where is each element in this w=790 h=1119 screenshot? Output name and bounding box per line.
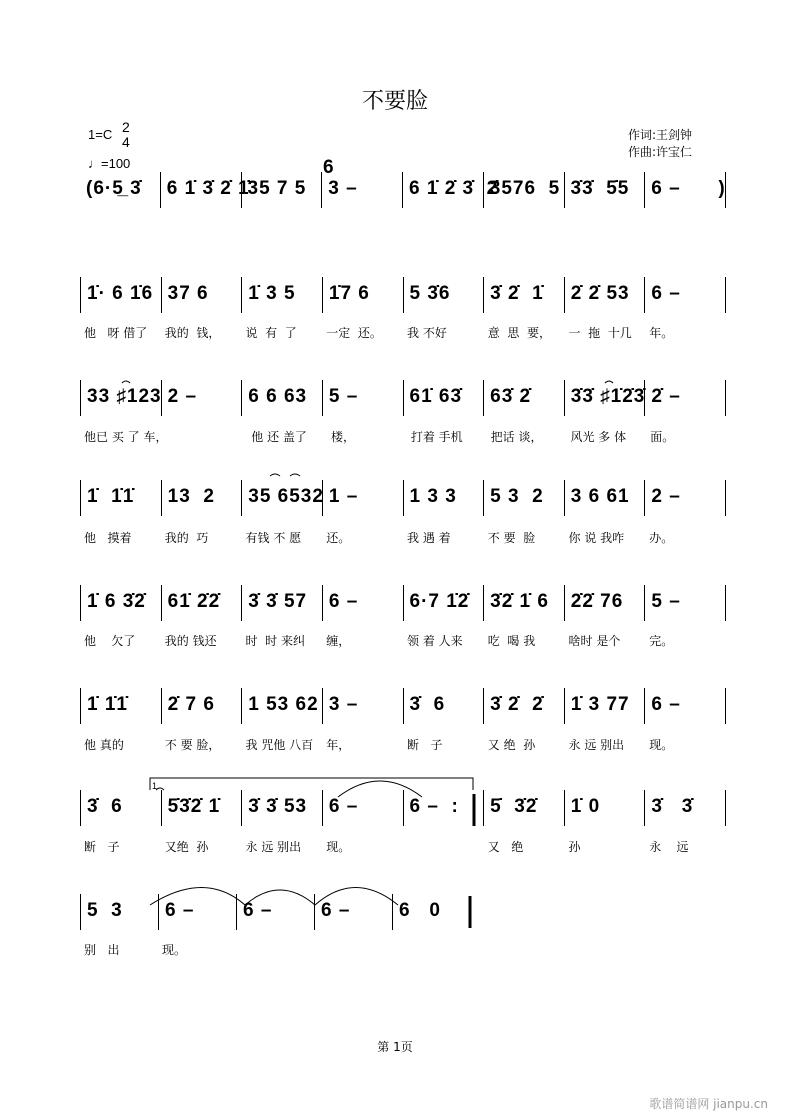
lyric: 面。	[650, 430, 675, 444]
measure-notes: 61̇ 2̇2̇	[167, 591, 221, 612]
measure-notes: 1̇ 3 5	[248, 283, 296, 304]
measure-notes: 6 –	[243, 900, 273, 921]
measure-notes: 3̇ 6	[87, 796, 123, 817]
measure-notes: 3̇ 2̇ 1̇	[490, 283, 544, 304]
measure-notes: 2 –	[167, 386, 198, 407]
lyric: 年。	[649, 326, 674, 340]
measure-notes: 37 6	[167, 283, 209, 304]
measure-notes: 6 –	[321, 900, 351, 921]
tempo-value: =100	[101, 156, 131, 171]
measure-notes: 1̇ 0	[570, 796, 601, 817]
tie-arc	[338, 781, 422, 797]
measure-notes: 3̇2̇ 1̇ 6	[490, 591, 549, 612]
lyric: 他 呀 借了	[84, 326, 148, 340]
lyric: 别 出	[84, 943, 120, 957]
measure-notes: 6·7 1̇2̇	[409, 591, 470, 612]
lyric: 他 还 盖了	[251, 430, 307, 444]
lyric: 我的 钱，	[164, 326, 221, 340]
measure-notes: 5 3	[87, 900, 123, 921]
lyricist: 作词:王剑钟	[628, 128, 693, 142]
measure-notes: 6 – )	[651, 178, 726, 199]
volta-bracket	[150, 778, 473, 790]
measure-notes: 2̇ 7 6	[167, 694, 215, 715]
measure-notes: 3̇ 3̇	[651, 796, 694, 817]
measure-notes: 5 3 2	[490, 486, 544, 507]
measure-notes: 61̇ 63̇	[409, 386, 463, 407]
lyric: 意 思 要，	[487, 326, 552, 340]
lyric: 一 拖 十几	[568, 326, 632, 340]
lyric: 他 真的	[84, 738, 124, 752]
lyric: 我的 钱还	[164, 634, 217, 648]
lyric: 领 着 人来	[407, 634, 463, 648]
song-title: 不要脸	[361, 89, 428, 114]
lyric: 不 要 脸	[487, 531, 536, 545]
page-number: 第 1页	[377, 1040, 413, 1054]
measure-notes: 1̇7 6	[328, 283, 370, 304]
lyric: 把话 谈，	[490, 430, 543, 444]
lyric: 有钱 不 愿	[245, 531, 302, 545]
lyric: 又绝 孙	[164, 840, 209, 854]
lyric: 打着 手机	[410, 430, 463, 444]
measure-notes: 2 –	[651, 486, 681, 507]
measure-notes: 5 3̇6	[409, 283, 451, 304]
measure-notes: 3̇ 3̇ 57	[248, 591, 308, 612]
lyric: 现。	[162, 943, 187, 957]
measure-notes: 1̇ 1̇1̇	[87, 694, 128, 715]
lyric: 我 不好	[407, 326, 447, 340]
measure-notes: 3̇3̇ 5̇5	[570, 178, 630, 199]
tie-arc	[245, 890, 315, 905]
lyric: 孙	[568, 840, 581, 854]
tie-arc	[122, 381, 613, 383]
measure-notes: 1̇· 6 1̇6	[87, 283, 154, 304]
lyric: 断 子	[84, 840, 120, 854]
lyric: 还。	[326, 531, 351, 545]
measure-notes: 1 3 3	[409, 486, 457, 507]
measure-notes: 6 6 63	[248, 386, 308, 407]
measure-notes: 5 –	[328, 386, 359, 407]
lyric: 现。	[649, 738, 674, 752]
tie-arc	[270, 474, 300, 476]
lyric: 又 绝 孙	[487, 738, 536, 752]
composer: 作曲:许宝仁	[628, 145, 693, 159]
measure-notes: 6 1̇ 3̇ 2̇ 1̇	[166, 178, 250, 199]
measure-notes: 3 –	[328, 694, 359, 715]
measure-notes: 1 –	[328, 486, 359, 507]
lyric: 完。	[649, 634, 674, 648]
intro-marker: 6	[323, 157, 334, 178]
measure-notes: 63̇ 2̇	[490, 386, 532, 407]
measure-notes: 3̇ 3̇ 53	[248, 796, 308, 817]
key-signature: 1=C	[88, 127, 113, 142]
lyric: 我的 巧	[164, 531, 209, 545]
lyric: 我 咒他 八百	[245, 738, 314, 752]
measure-notes: 2̇ 2̇ 53	[570, 283, 630, 304]
measure-notes: 3 6 61	[570, 486, 630, 507]
lyric: 永 远 别出	[245, 840, 302, 854]
measure-notes: 33 ♯123	[87, 386, 162, 407]
measure-notes: 13 2	[167, 486, 215, 507]
lyric: 我 遇 着	[407, 531, 451, 545]
tie-arc	[315, 888, 398, 906]
measure-notes: 6 –	[328, 591, 359, 612]
lyric: 不 要 脸，	[164, 738, 221, 752]
measure-notes: 1̇ 1̇1̇	[87, 486, 135, 507]
lyric: 他已 买 了 车，	[84, 430, 168, 444]
lyric: 时 时 来纠	[245, 634, 305, 648]
measure-notes: 2̇ –	[651, 386, 681, 407]
measure-notes: 5̇ 3̇2̇	[490, 796, 538, 817]
watermark: 歌谱简谱网 jianpu.cn	[649, 1097, 768, 1111]
measure-notes: 5̇3̇2̇ 1̇	[167, 796, 221, 817]
lyric: 年，	[326, 738, 351, 752]
lyric: 断 子	[407, 738, 443, 752]
measure-notes: 35 6532	[248, 486, 324, 507]
time-signature-bottom: 4	[122, 134, 130, 150]
measure-notes: 2̇2̇ 76	[570, 591, 624, 612]
measure-notes: 6 –	[651, 694, 681, 715]
lyric: 现。	[326, 840, 351, 854]
measure-notes: 5 –	[651, 591, 681, 612]
lyric: 你 说 我咋	[568, 531, 625, 545]
measure-notes: 1̇ 6 3̇2̇	[87, 591, 146, 612]
measure-notes: 3576 5	[489, 178, 561, 199]
quarter-note-icon: ♩	[88, 156, 101, 171]
measure-notes: (6·5̲ 3̇	[86, 178, 142, 199]
measure-notes: 6 – :	[409, 796, 459, 817]
measure-notes: 6 –	[165, 900, 195, 921]
measure-notes: 6 0	[399, 900, 441, 921]
lyric: 楼，	[331, 430, 356, 444]
volta-label: 1.	[152, 781, 160, 791]
lyric: 吃 喝 我	[487, 634, 536, 648]
lyric: 他 摸着	[84, 531, 132, 545]
measure-notes: 3̇ 2̇ 2̇	[490, 694, 544, 715]
lyric: 他 欠了	[84, 634, 136, 648]
measure-notes: 6 –	[328, 796, 359, 817]
measure-notes: 1̇ 3 77	[570, 694, 630, 715]
measure-notes: 6 –	[651, 283, 681, 304]
lyric: 永 远	[649, 840, 689, 854]
measure-notes: 35 7 5	[247, 178, 307, 199]
lyric: 一定 还。	[326, 326, 382, 340]
lyric: 办。	[649, 531, 674, 545]
measure-notes: 3 –	[328, 178, 358, 199]
lyric: 风光 多 体	[570, 430, 627, 444]
lyric: 缠，	[326, 634, 351, 648]
measure-notes: 3̇3̇ ♯1̇2̇3̇	[570, 386, 646, 407]
lyric: 说 有 了	[245, 326, 297, 340]
lyric: 永 远 别出	[568, 738, 625, 752]
measure-notes: 3̇ 6	[409, 694, 446, 715]
measure-notes: 1 53 62	[248, 694, 319, 715]
lyric: 啥时 是个	[568, 634, 621, 648]
tie-arc	[150, 888, 245, 906]
time-signature-top: 2	[122, 119, 130, 135]
measure-notes: 6 1̇ 2̇ 3̇ 2̇	[409, 178, 499, 199]
lyric: 又 绝	[487, 840, 524, 854]
